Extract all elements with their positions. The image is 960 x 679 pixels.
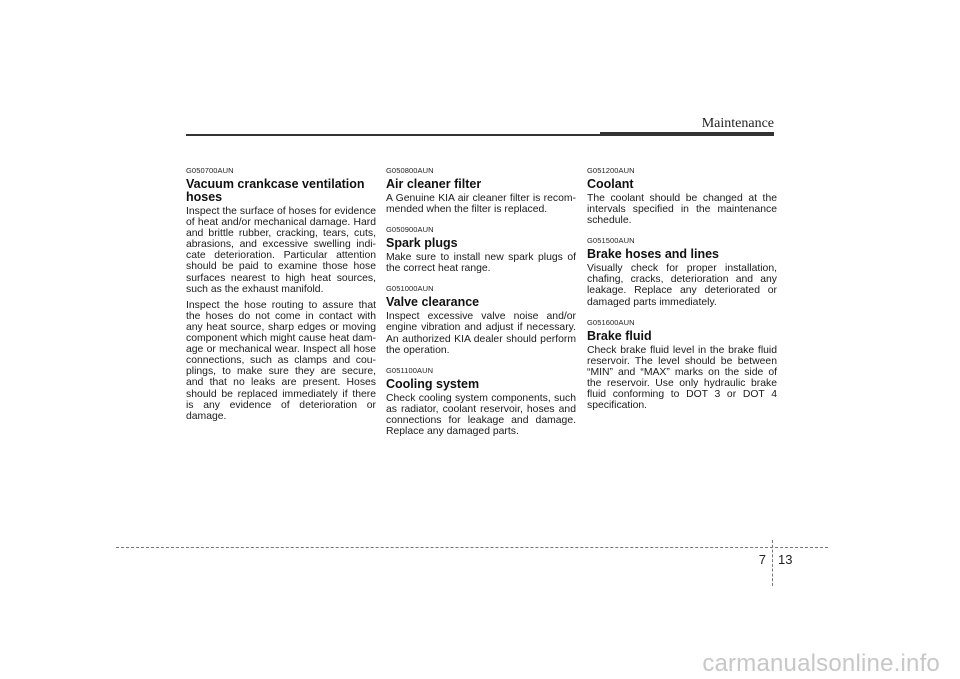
section-heading: Brake hoses and lines: [587, 247, 720, 262]
section-paragraph: Inspect the surface of hoses for evidence of heat and/or mechanical damage. Hard and brittle rubber, cracking, tears, cuts, abrasions, and excessive swelling indi-cate deterioration. Particular attention should be paid to examine those hose surfaces nearest to high heat sources, such as the exhaust manifold.: [186, 206, 376, 295]
section-code: G051600AUN: [587, 317, 635, 327]
section-paragraph: Check brake fluid level in the brake fluid reservoir. The level should be between “MIN” and “MAX” marks on the side of the reservoir. Use only hydraulic brake fluid conforming to DOT 3 or DOT 4 specification.: [587, 344, 777, 412]
section-title: Maintenance: [701, 116, 774, 131]
section-paragraph: Inspect the hose routing to assure that the hoses do not come in contact with any heat source, sharp edges or moving component which might cause heat dam-age or mechanical wear. Inspect all hose connections, such as clamps and cou-plings, to make sure they are secure, and that no leaks are present. Hoses should be replaced immediately if there is any evidence of deterioration or damage.: [186, 299, 376, 422]
section-air-cleaner: [386, 166, 576, 215]
section-heading: Cooling system: [386, 376, 480, 391]
section-code: G051200AUN: [587, 166, 635, 175]
section-heading: Valve clearance: [386, 295, 480, 310]
text-column-2: [386, 166, 576, 447]
section-paragraph: The coolant should be changed at the intervals specified in the maintenance schedule.: [587, 193, 777, 227]
section-valve-clearance: [386, 284, 576, 355]
header-divider-accent: [600, 132, 774, 136]
text-column-1: [186, 166, 376, 432]
footer-page-separator: [772, 540, 773, 586]
section-code: G051000AUN: [386, 284, 434, 294]
section-paragraph: Inspect excessive valve noise and/or engine vibration and adjust if necessary. An authorized KIA dealer should perform the operation.: [386, 311, 576, 356]
section-heading: Air cleaner filter: [386, 177, 482, 191]
section-code: G050700AUN: [186, 166, 234, 175]
section-heading: Vacuum crankcase ventilation hoses: [186, 177, 365, 204]
section-vacuum-crankcase: [186, 166, 376, 422]
section-code: G050800AUN: [386, 166, 434, 175]
section-paragraph: Check cooling system components, such as radiator, coolant reservoir, hoses and connections for leakage and damage. Replace any damaged parts.: [386, 392, 576, 438]
footer-divider: [116, 547, 828, 548]
section-paragraph: Visually check for proper installation, chafing, cracks, deterioration and any leakage. Replace any deteriorated or damaged parts immediately.: [587, 263, 777, 308]
watermark-text: carmanualsonline.info: [702, 650, 940, 677]
section-code: G051100AUN: [386, 365, 434, 375]
section-brake-fluid: [587, 318, 777, 412]
section-spark-plugs: [386, 225, 576, 274]
section-paragraph: Make sure to install new spark plugs of the correct heat range.: [386, 252, 576, 275]
section-brake-hoses: [587, 236, 777, 307]
chapter-number: 7: [758, 552, 766, 567]
section-paragraph: A Genuine KIA air cleaner filter is recom-mended when the filter is replaced.: [386, 193, 576, 216]
text-column-3: [587, 166, 777, 421]
section-cooling-system: [386, 366, 576, 437]
page-number: 13: [778, 552, 793, 567]
section-heading: Spark plugs: [386, 236, 458, 251]
section-code: G050900AUN: [386, 225, 434, 235]
section-coolant: [587, 166, 777, 226]
section-code: G051500AUN: [587, 236, 635, 246]
section-heading: Coolant: [587, 177, 634, 191]
section-heading: Brake fluid: [587, 328, 652, 343]
